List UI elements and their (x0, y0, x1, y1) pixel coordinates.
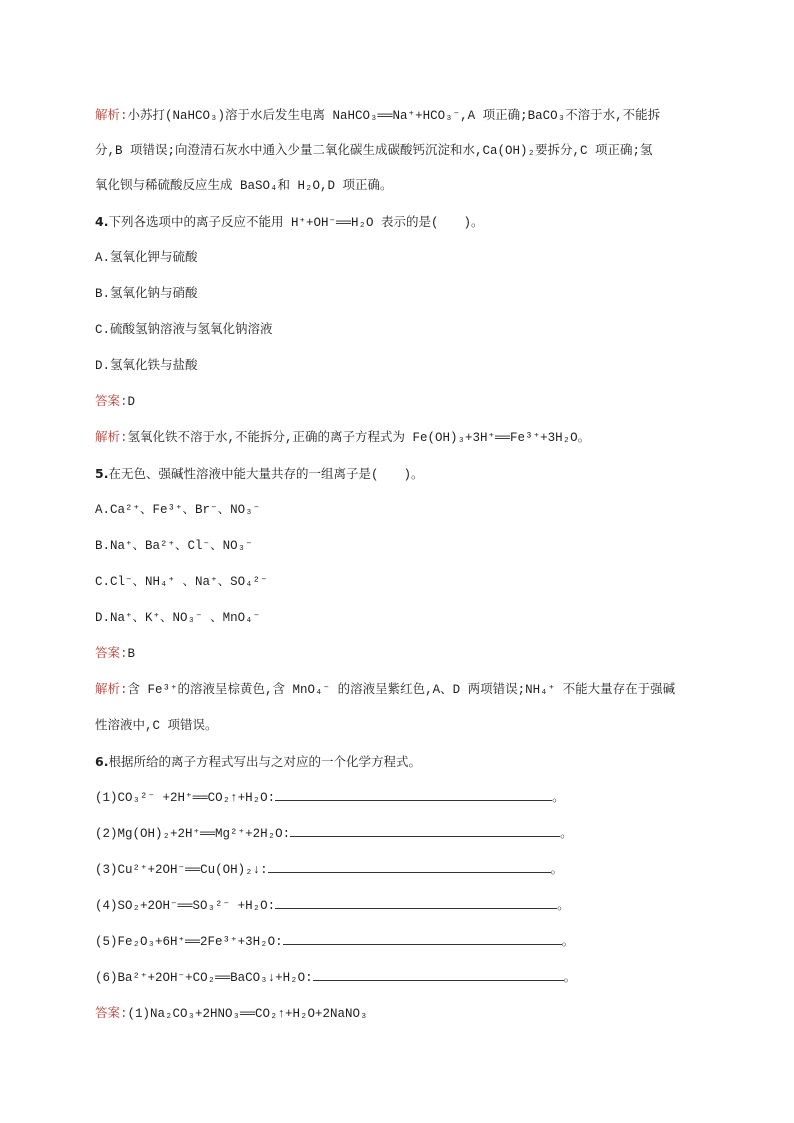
question-stem (95, 204, 735, 240)
answer-line (95, 636, 735, 672)
equation-end: 。 (561, 935, 575, 949)
option-a: A.氢氧化钾与硫酸 (95, 251, 198, 265)
document-page (95, 99, 735, 1032)
answer-text: D (127, 395, 136, 409)
question-stem (95, 744, 735, 780)
answer-label: 答案: (95, 395, 128, 409)
option-c: C.Cl⁻、NH₄⁺ 、Na⁺、SO₄²⁻ (95, 575, 268, 589)
answer-blank (313, 968, 564, 981)
answer-text: B (127, 647, 136, 661)
answer-line (95, 996, 735, 1032)
equation-text: (5)Fe₂O₃+6H⁺══2Fe³⁺+3H₂O: (95, 935, 283, 949)
analysis-line (95, 168, 735, 204)
equation-text: (2)Mg(OH)₂+2H⁺══Mg²⁺+2H₂O: (95, 827, 291, 841)
analysis-text: 小苏打(NaHCO₃)溶于水后发生电离 NaHCO₃══Na⁺+HCO₃⁻,A 项正确;BaCO₃不溶于水,不能拆 (127, 109, 661, 123)
option-b: B.Na⁺、Ba²⁺、Cl⁻、NO₃⁻ (95, 539, 253, 553)
equation-item (95, 924, 735, 960)
analysis-text: 氧化钡与稀硫酸反应生成 BaSO₄和 H₂O,D 项正确。 (95, 179, 393, 193)
answer-blank (290, 824, 560, 837)
question-number: 4. (95, 214, 109, 229)
equation-end: 。 (563, 971, 577, 985)
option-d: D.氢氧化铁与盐酸 (95, 359, 198, 373)
equation-end: 。 (557, 899, 570, 913)
equation-item (95, 852, 735, 888)
option-b: B.氢氧化钠与硝酸 (95, 287, 198, 301)
equation-end: 。 (550, 863, 564, 877)
equation-text: (3)Cu²⁺+2OH⁻══Cu(OH)₂↓: (95, 863, 268, 877)
equation-text: (6)Ba²⁺+2OH⁻+CO₂══BaCO₃↓+H₂O: (95, 971, 313, 985)
analysis-line (95, 99, 735, 134)
question-number: 5. (95, 466, 109, 481)
analysis-line (95, 134, 735, 169)
analysis-text: 分,B 项错误;向澄清石灰水中通入少量二氧化碳生成碳酸钙沉淀和水,Ca(OH)₂要拆分,C 项正确;氢 (95, 143, 653, 158)
equation-item (95, 780, 735, 816)
option-a: A.Ca²⁺、Fe³⁺、Br⁻、NO₃⁻ (95, 503, 261, 517)
answer-label: 答案: (95, 647, 128, 661)
option-d: D.Na⁺、K⁺、NO₃⁻ 、MnO₄⁻ (95, 611, 261, 625)
analysis-label: 解析: (95, 109, 128, 123)
question-stem (95, 456, 735, 492)
analysis-label: 解析: (95, 683, 128, 697)
answer-line (95, 384, 735, 420)
analysis-text: 性溶液中,C 项错误。 (95, 719, 218, 733)
analysis-label: 解析: (95, 431, 128, 445)
answer-text: (1)Na₂CO₃+2HNO₃══CO₂↑+H₂O+2NaNO₃ (127, 1007, 368, 1021)
analysis-line (95, 672, 735, 708)
answer-blank (283, 932, 562, 945)
option-c: C.硫酸氢钠溶液与氢氧化钠溶液 (95, 323, 273, 337)
analysis-line (95, 708, 735, 744)
question-text: 根据所给的离子方程式写出与之对应的一个化学方程式。 (108, 756, 421, 770)
answer-blank (275, 788, 552, 801)
equation-item (95, 816, 735, 852)
answer-blank (275, 896, 557, 909)
question-number: 6. (95, 754, 109, 769)
equation-text: (1)CO₃²⁻ +2H⁺══CO₂↑+H₂O: (95, 791, 276, 805)
equation-item (95, 960, 735, 996)
analysis-text: 含 Fe³⁺的溶液呈棕黄色,含 MnO₄⁻ 的溶液呈紫红色,A、D 两项错误;NH₄⁺ 不能大量存在于强碱 (127, 683, 676, 697)
equation-end: 。 (552, 791, 565, 805)
equation-item (95, 888, 735, 924)
equation-end: 。 (560, 827, 573, 841)
analysis-text: 氢氧化铁不溶于水,不能拆分,正确的离子方程式为 Fe(OH)₃+3H⁺══Fe³⁺+3H₂O。 (127, 431, 591, 445)
question-text: 在无色、强碱性溶液中能大量共存的一组离子是( )。 (108, 468, 424, 482)
equation-text: (4)SO₂+2OH⁻══SO₃²⁻ +H₂O: (95, 899, 276, 913)
answer-blank (268, 860, 551, 873)
answer-label: 答案: (95, 1007, 128, 1021)
analysis-line (95, 420, 735, 456)
question-text: 下列各选项中的离子反应不能用 H⁺+OH⁻══H₂O 表示的是( )。 (108, 216, 484, 230)
